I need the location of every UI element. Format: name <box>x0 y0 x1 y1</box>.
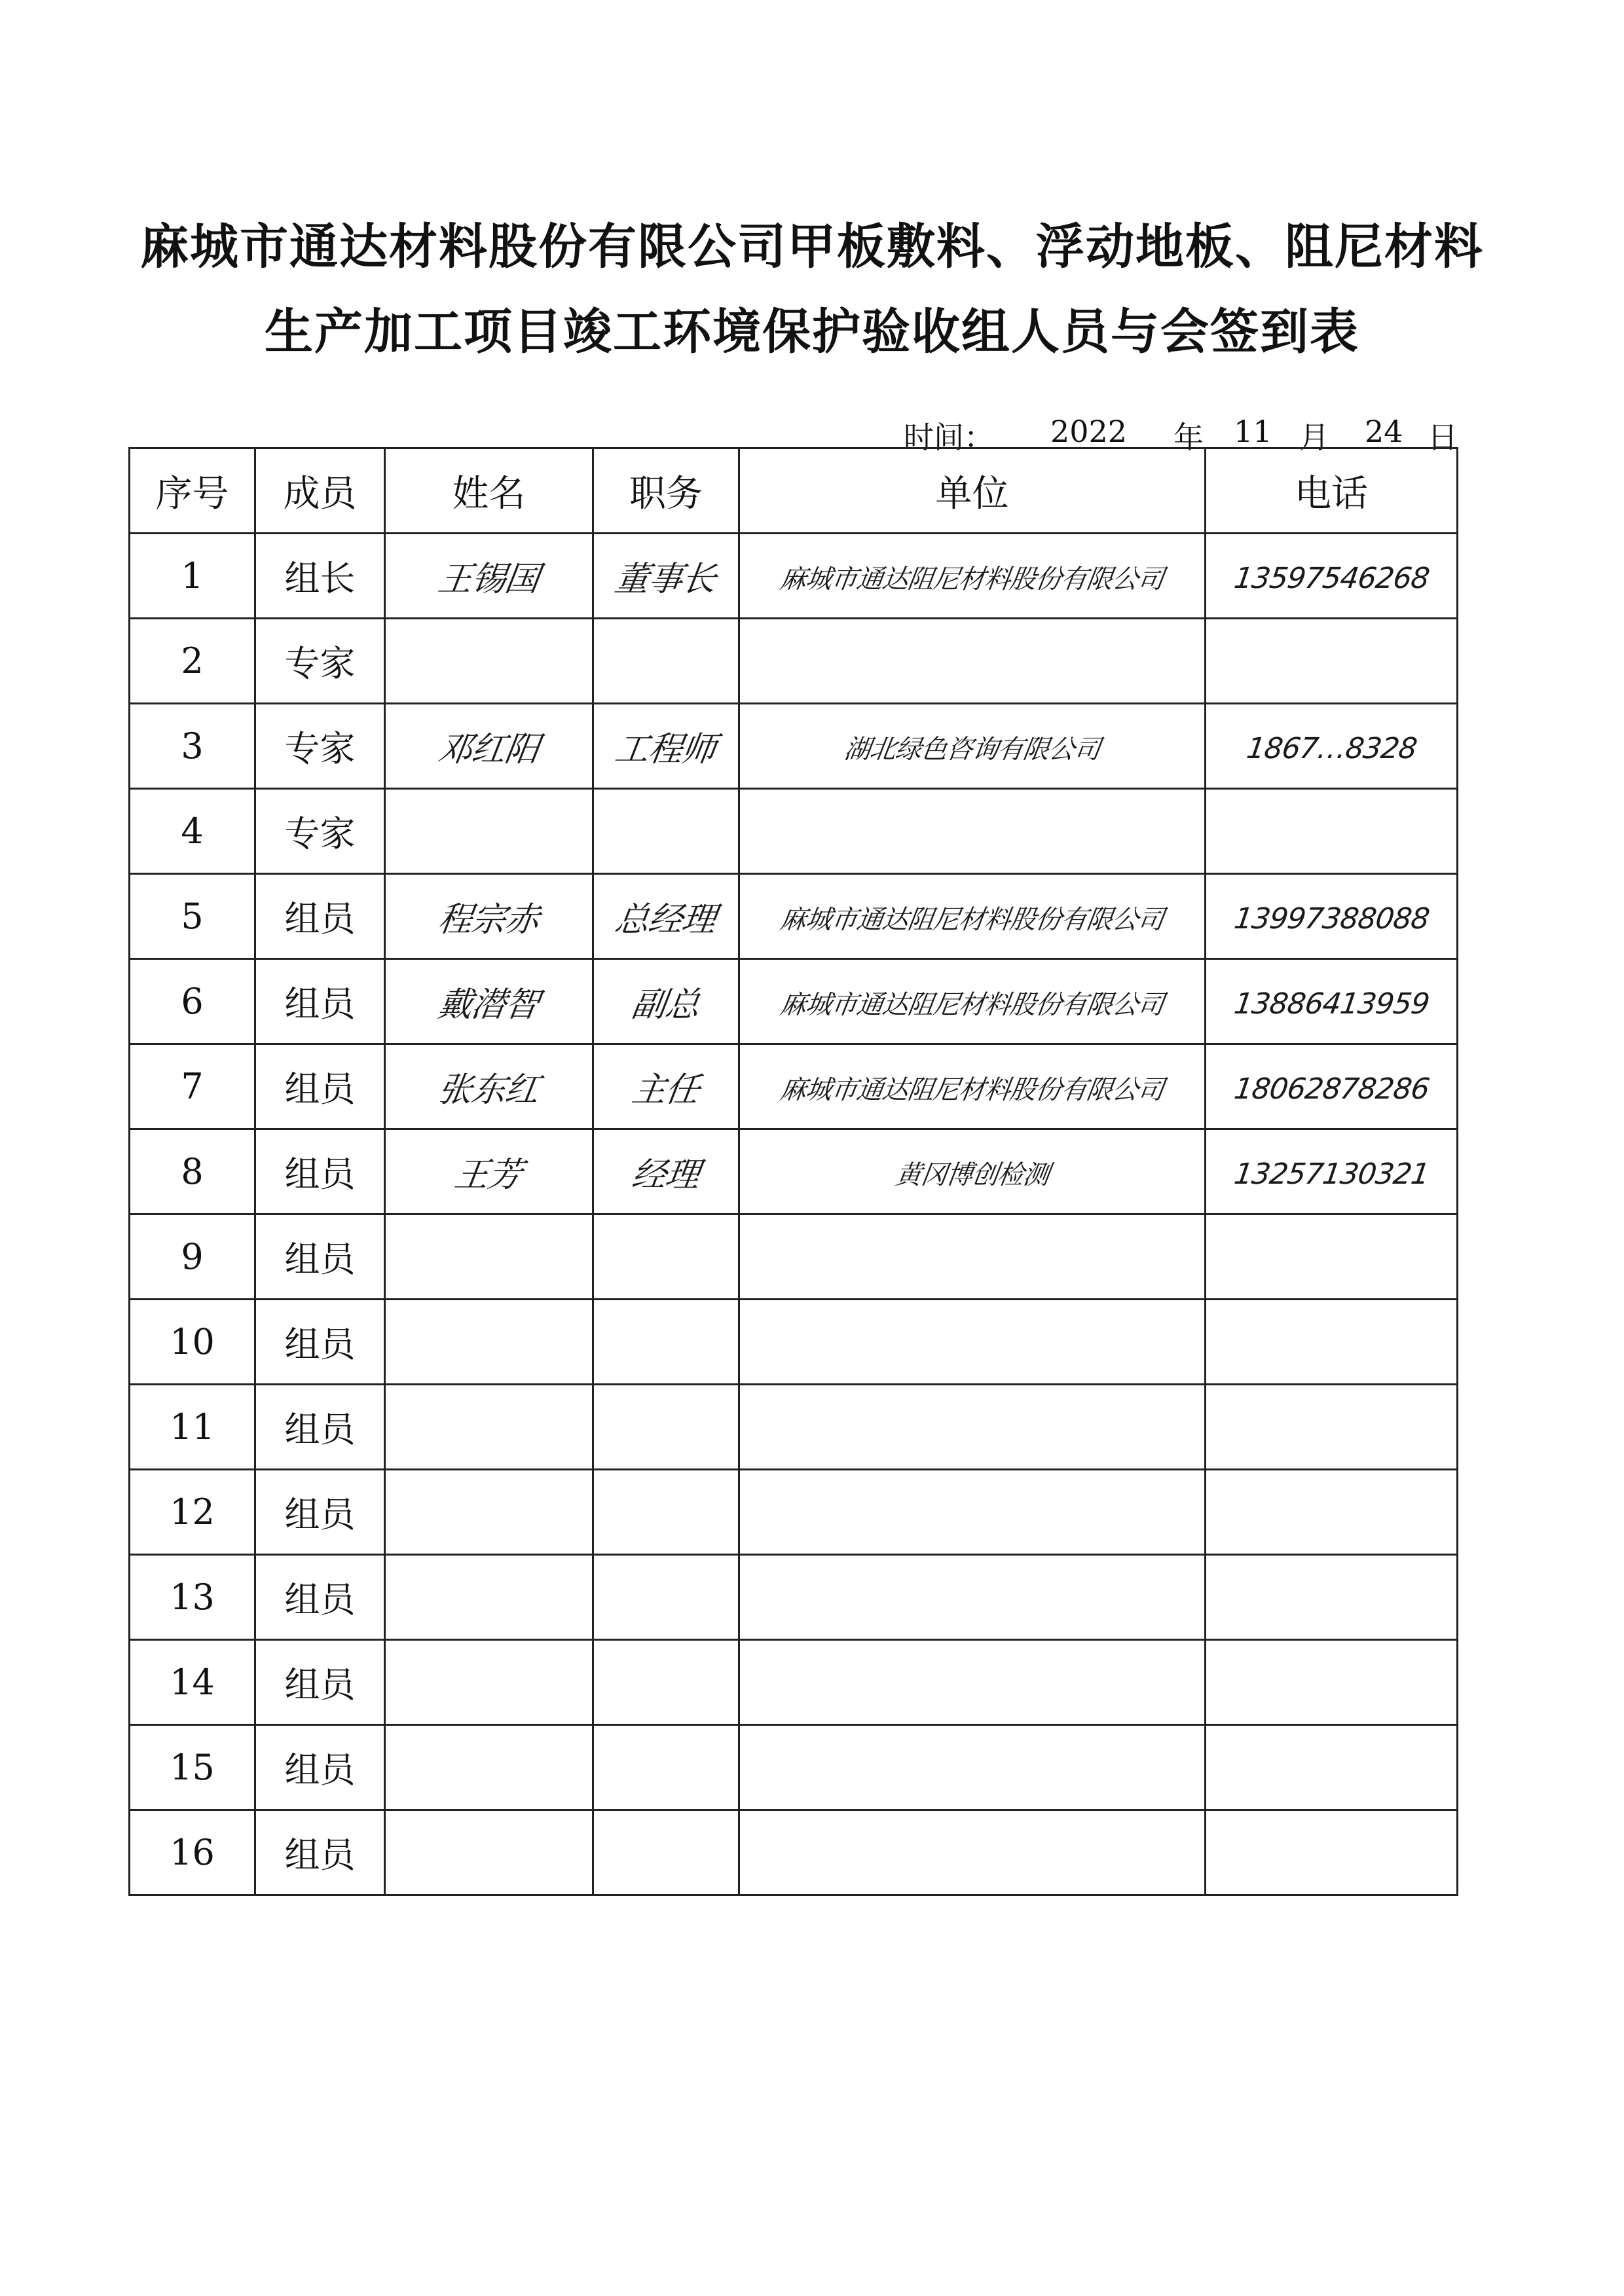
row-position: 经理 <box>629 1156 702 1195</box>
row-phone: 13886413959 <box>1231 987 1431 1021</box>
row-phone-cell <box>1206 1555 1458 1640</box>
header-position: 职务 <box>593 448 739 534</box>
row-unit: 麻城市通达阻尼材料股份有限公司 <box>778 990 1166 1020</box>
row-name-signature-cell <box>385 959 593 1044</box>
row-unit: 麻城市通达阻尼材料股份有限公司 <box>778 1075 1166 1105</box>
table-row <box>130 704 1458 789</box>
row-role-cell: 组员 <box>255 1044 385 1129</box>
row-role-cell: 组员 <box>255 1300 385 1385</box>
row-number-cell: 12 <box>130 1470 255 1555</box>
row-number-cell: 5 <box>130 874 255 959</box>
row-name-signature-cell <box>385 1300 593 1385</box>
row-position-cell <box>593 1810 739 1895</box>
row-position: 工程师 <box>612 730 718 769</box>
row-unit: 湖北绿色咨询有限公司 <box>841 735 1102 765</box>
row-phone: 18062878286 <box>1231 1072 1431 1106</box>
row-role-cell: 组员 <box>255 874 385 959</box>
row-name-signature-cell <box>385 1044 593 1129</box>
row-name-signature-cell <box>385 619 593 704</box>
row-position-cell <box>593 704 739 789</box>
row-role-cell: 专家 <box>255 619 385 704</box>
table-row <box>130 1385 1458 1470</box>
row-role-cell: 组员 <box>255 1555 385 1640</box>
table-row <box>130 789 1458 874</box>
row-unit: 麻城市通达阻尼材料股份有限公司 <box>778 564 1166 594</box>
row-name-signature-cell <box>385 1129 593 1214</box>
row-phone-cell <box>1206 1810 1458 1895</box>
row-role-cell: 专家 <box>255 789 385 874</box>
header-no: 序号 <box>130 448 255 534</box>
row-position-cell <box>593 534 739 619</box>
row-position-cell <box>593 1555 739 1640</box>
row-phone-cell <box>1206 619 1458 704</box>
row-number-cell: 4 <box>130 789 255 874</box>
row-unit-cell <box>739 1555 1206 1640</box>
row-position-cell <box>593 1044 739 1129</box>
row-name-signature: 戴潜智 <box>435 985 542 1025</box>
date-year: 2022 <box>1050 414 1128 449</box>
row-role-cell: 组员 <box>255 1640 385 1725</box>
date-month: 11 <box>1234 414 1272 449</box>
row-role-cell: 组长 <box>255 534 385 619</box>
row-role-cell: 组员 <box>255 1470 385 1555</box>
row-phone-cell <box>1206 704 1458 789</box>
row-position: 总经理 <box>612 900 718 939</box>
row-role-cell: 专家 <box>255 704 385 789</box>
row-phone-cell <box>1206 1725 1458 1810</box>
row-position-cell <box>593 959 739 1044</box>
row-position: 董事长 <box>612 560 718 599</box>
table-row <box>130 1810 1458 1895</box>
sign-in-table <box>128 447 1458 1896</box>
row-number-cell: 1 <box>130 534 255 619</box>
row-role-cell: 组员 <box>255 1385 385 1470</box>
row-phone-cell <box>1206 1640 1458 1725</box>
table-row <box>130 874 1458 959</box>
row-unit-cell <box>739 1385 1206 1470</box>
table-header-row <box>130 448 1458 534</box>
row-position-cell <box>593 789 739 874</box>
row-phone-cell <box>1206 1385 1458 1470</box>
row-role-cell: 组员 <box>255 1129 385 1214</box>
row-number-cell: 13 <box>130 1555 255 1640</box>
row-position-cell <box>593 1470 739 1555</box>
row-phone-cell <box>1206 1044 1458 1129</box>
row-unit-cell <box>739 789 1206 874</box>
table-row <box>130 1214 1458 1300</box>
row-phone-cell <box>1206 1470 1458 1555</box>
row-name-signature: 张东红 <box>435 1070 542 1110</box>
row-number-cell: 15 <box>130 1725 255 1810</box>
row-position-cell <box>593 874 739 959</box>
date-label: 时间： <box>904 420 994 455</box>
row-name-signature-cell <box>385 1555 593 1640</box>
table-row <box>130 1300 1458 1385</box>
row-phone: 1867…8328 <box>1244 732 1419 765</box>
row-unit: 麻城市通达阻尼材料股份有限公司 <box>778 905 1166 935</box>
row-name-signature-cell <box>385 534 593 619</box>
row-position-cell <box>593 619 739 704</box>
row-unit-cell <box>739 874 1206 959</box>
row-number-cell: 10 <box>130 1300 255 1385</box>
row-position-cell <box>593 1385 739 1470</box>
row-unit-cell <box>739 1300 1206 1385</box>
date-day-unit: 日 <box>1428 420 1458 455</box>
row-unit-cell <box>739 1810 1206 1895</box>
row-phone-cell <box>1206 534 1458 619</box>
row-number-cell: 3 <box>130 704 255 789</box>
row-number-cell: 16 <box>130 1810 255 1895</box>
row-name-signature-cell <box>385 1725 593 1810</box>
row-name-signature-cell <box>385 704 593 789</box>
table-row <box>130 1129 1458 1214</box>
table-row <box>130 1640 1458 1725</box>
row-unit-cell <box>739 704 1206 789</box>
header-phone: 电话 <box>1206 448 1458 534</box>
table-row <box>130 619 1458 704</box>
date-year-unit: 年 <box>1173 420 1204 455</box>
table-row <box>130 1555 1458 1640</box>
document-title-line1: 麻城市通达材料股份有限公司甲板敷料、浮动地板、阻尼材料 <box>140 219 1484 275</box>
row-phone: 13597546268 <box>1231 562 1431 595</box>
header-unit: 单位 <box>739 448 1206 534</box>
row-name-signature-cell <box>385 1214 593 1300</box>
row-name-signature-cell <box>385 1385 593 1470</box>
row-name-signature-cell <box>385 874 593 959</box>
row-name-signature: 王芳 <box>452 1156 525 1195</box>
table-row <box>130 959 1458 1044</box>
row-phone-cell <box>1206 874 1458 959</box>
row-phone-cell <box>1206 789 1458 874</box>
header-name: 姓名 <box>385 448 593 534</box>
row-phone: 13257130321 <box>1231 1157 1431 1191</box>
row-role-cell: 组员 <box>255 959 385 1044</box>
row-position: 主任 <box>629 1070 702 1110</box>
row-phone: 13997388088 <box>1231 902 1431 936</box>
row-name-signature-cell <box>385 1470 593 1555</box>
table-row <box>130 1470 1458 1555</box>
row-phone-cell <box>1206 1300 1458 1385</box>
row-unit-cell <box>739 959 1206 1044</box>
row-role-cell: 组员 <box>255 1214 385 1300</box>
row-phone-cell <box>1206 1129 1458 1214</box>
row-unit-cell <box>739 1725 1206 1810</box>
document-title-line2: 生产加工项目竣工环境保护验收组人员与会签到表 <box>265 304 1359 360</box>
row-number-cell: 6 <box>130 959 255 1044</box>
row-unit: 黄冈博创检测 <box>893 1160 1051 1190</box>
row-phone-cell <box>1206 959 1458 1044</box>
row-name-signature: 王锡国 <box>435 560 542 599</box>
row-number-cell: 7 <box>130 1044 255 1129</box>
row-name-signature-cell <box>385 1640 593 1725</box>
row-position: 副总 <box>629 985 702 1025</box>
table-row <box>130 1725 1458 1810</box>
row-number-cell: 14 <box>130 1640 255 1725</box>
row-position-cell <box>593 1214 739 1300</box>
row-name-signature-cell <box>385 1810 593 1895</box>
row-phone-cell <box>1206 1214 1458 1300</box>
row-position-cell <box>593 1129 739 1214</box>
row-unit-cell <box>739 1640 1206 1725</box>
row-role-cell: 组员 <box>255 1725 385 1810</box>
header-role: 成员 <box>255 448 385 534</box>
row-position-cell <box>593 1640 739 1725</box>
date-month-unit: 月 <box>1299 420 1329 455</box>
row-number-cell: 8 <box>130 1129 255 1214</box>
row-unit-cell <box>739 1129 1206 1214</box>
date-day: 24 <box>1365 414 1403 449</box>
table-row <box>130 534 1458 619</box>
row-number-cell: 9 <box>130 1214 255 1300</box>
row-name-signature: 程宗赤 <box>435 900 542 939</box>
row-role-cell: 组员 <box>255 1810 385 1895</box>
row-number-cell: 11 <box>130 1385 255 1470</box>
row-number-cell: 2 <box>130 619 255 704</box>
row-unit-cell <box>739 1470 1206 1555</box>
row-unit-cell <box>739 534 1206 619</box>
table-row <box>130 1044 1458 1129</box>
row-unit-cell <box>739 1214 1206 1300</box>
row-name-signature: 邓红阳 <box>435 730 542 769</box>
row-unit-cell <box>739 619 1206 704</box>
row-position-cell <box>593 1300 739 1385</box>
row-unit-cell <box>739 1044 1206 1129</box>
row-position-cell <box>593 1725 739 1810</box>
row-name-signature-cell <box>385 789 593 874</box>
